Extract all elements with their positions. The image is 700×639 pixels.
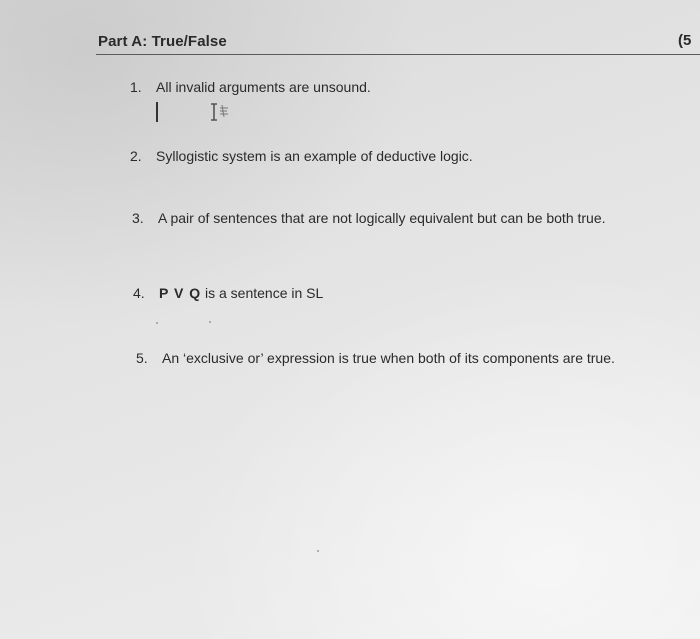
paper-speck xyxy=(209,321,211,323)
question-text xyxy=(159,285,323,301)
paper-speck xyxy=(156,322,158,324)
question-text: Syllogistic system is an example of deductive logic. xyxy=(156,148,473,164)
section-title: Part A: True/False xyxy=(98,33,227,50)
paper-speck xyxy=(317,550,319,552)
header-divider xyxy=(96,54,700,55)
text-cursor-icon xyxy=(156,102,158,122)
question-3 xyxy=(132,210,606,226)
question-number: 4. xyxy=(133,285,145,301)
question-text: A pair of sentences that are not logically equivalent but can be both true. xyxy=(158,210,606,226)
question-5 xyxy=(136,350,615,366)
question-text-rest: is a sentence in SL xyxy=(201,285,324,301)
question-text: An ‘exclusive or’ expression is true when both of its components are true. xyxy=(162,350,615,366)
question-text: All invalid arguments are unsound. xyxy=(156,79,371,95)
question-number: 1. xyxy=(130,79,142,95)
ibeam-cursor-icon xyxy=(208,102,236,124)
question-number: 3. xyxy=(132,210,144,226)
question-formula: P V Q xyxy=(159,285,202,301)
question-2 xyxy=(130,148,473,164)
question-number: 2. xyxy=(130,148,142,164)
points-label: (5 xyxy=(678,32,692,49)
question-1 xyxy=(130,79,371,95)
question-number: 5. xyxy=(136,350,148,366)
question-4 xyxy=(133,285,323,301)
